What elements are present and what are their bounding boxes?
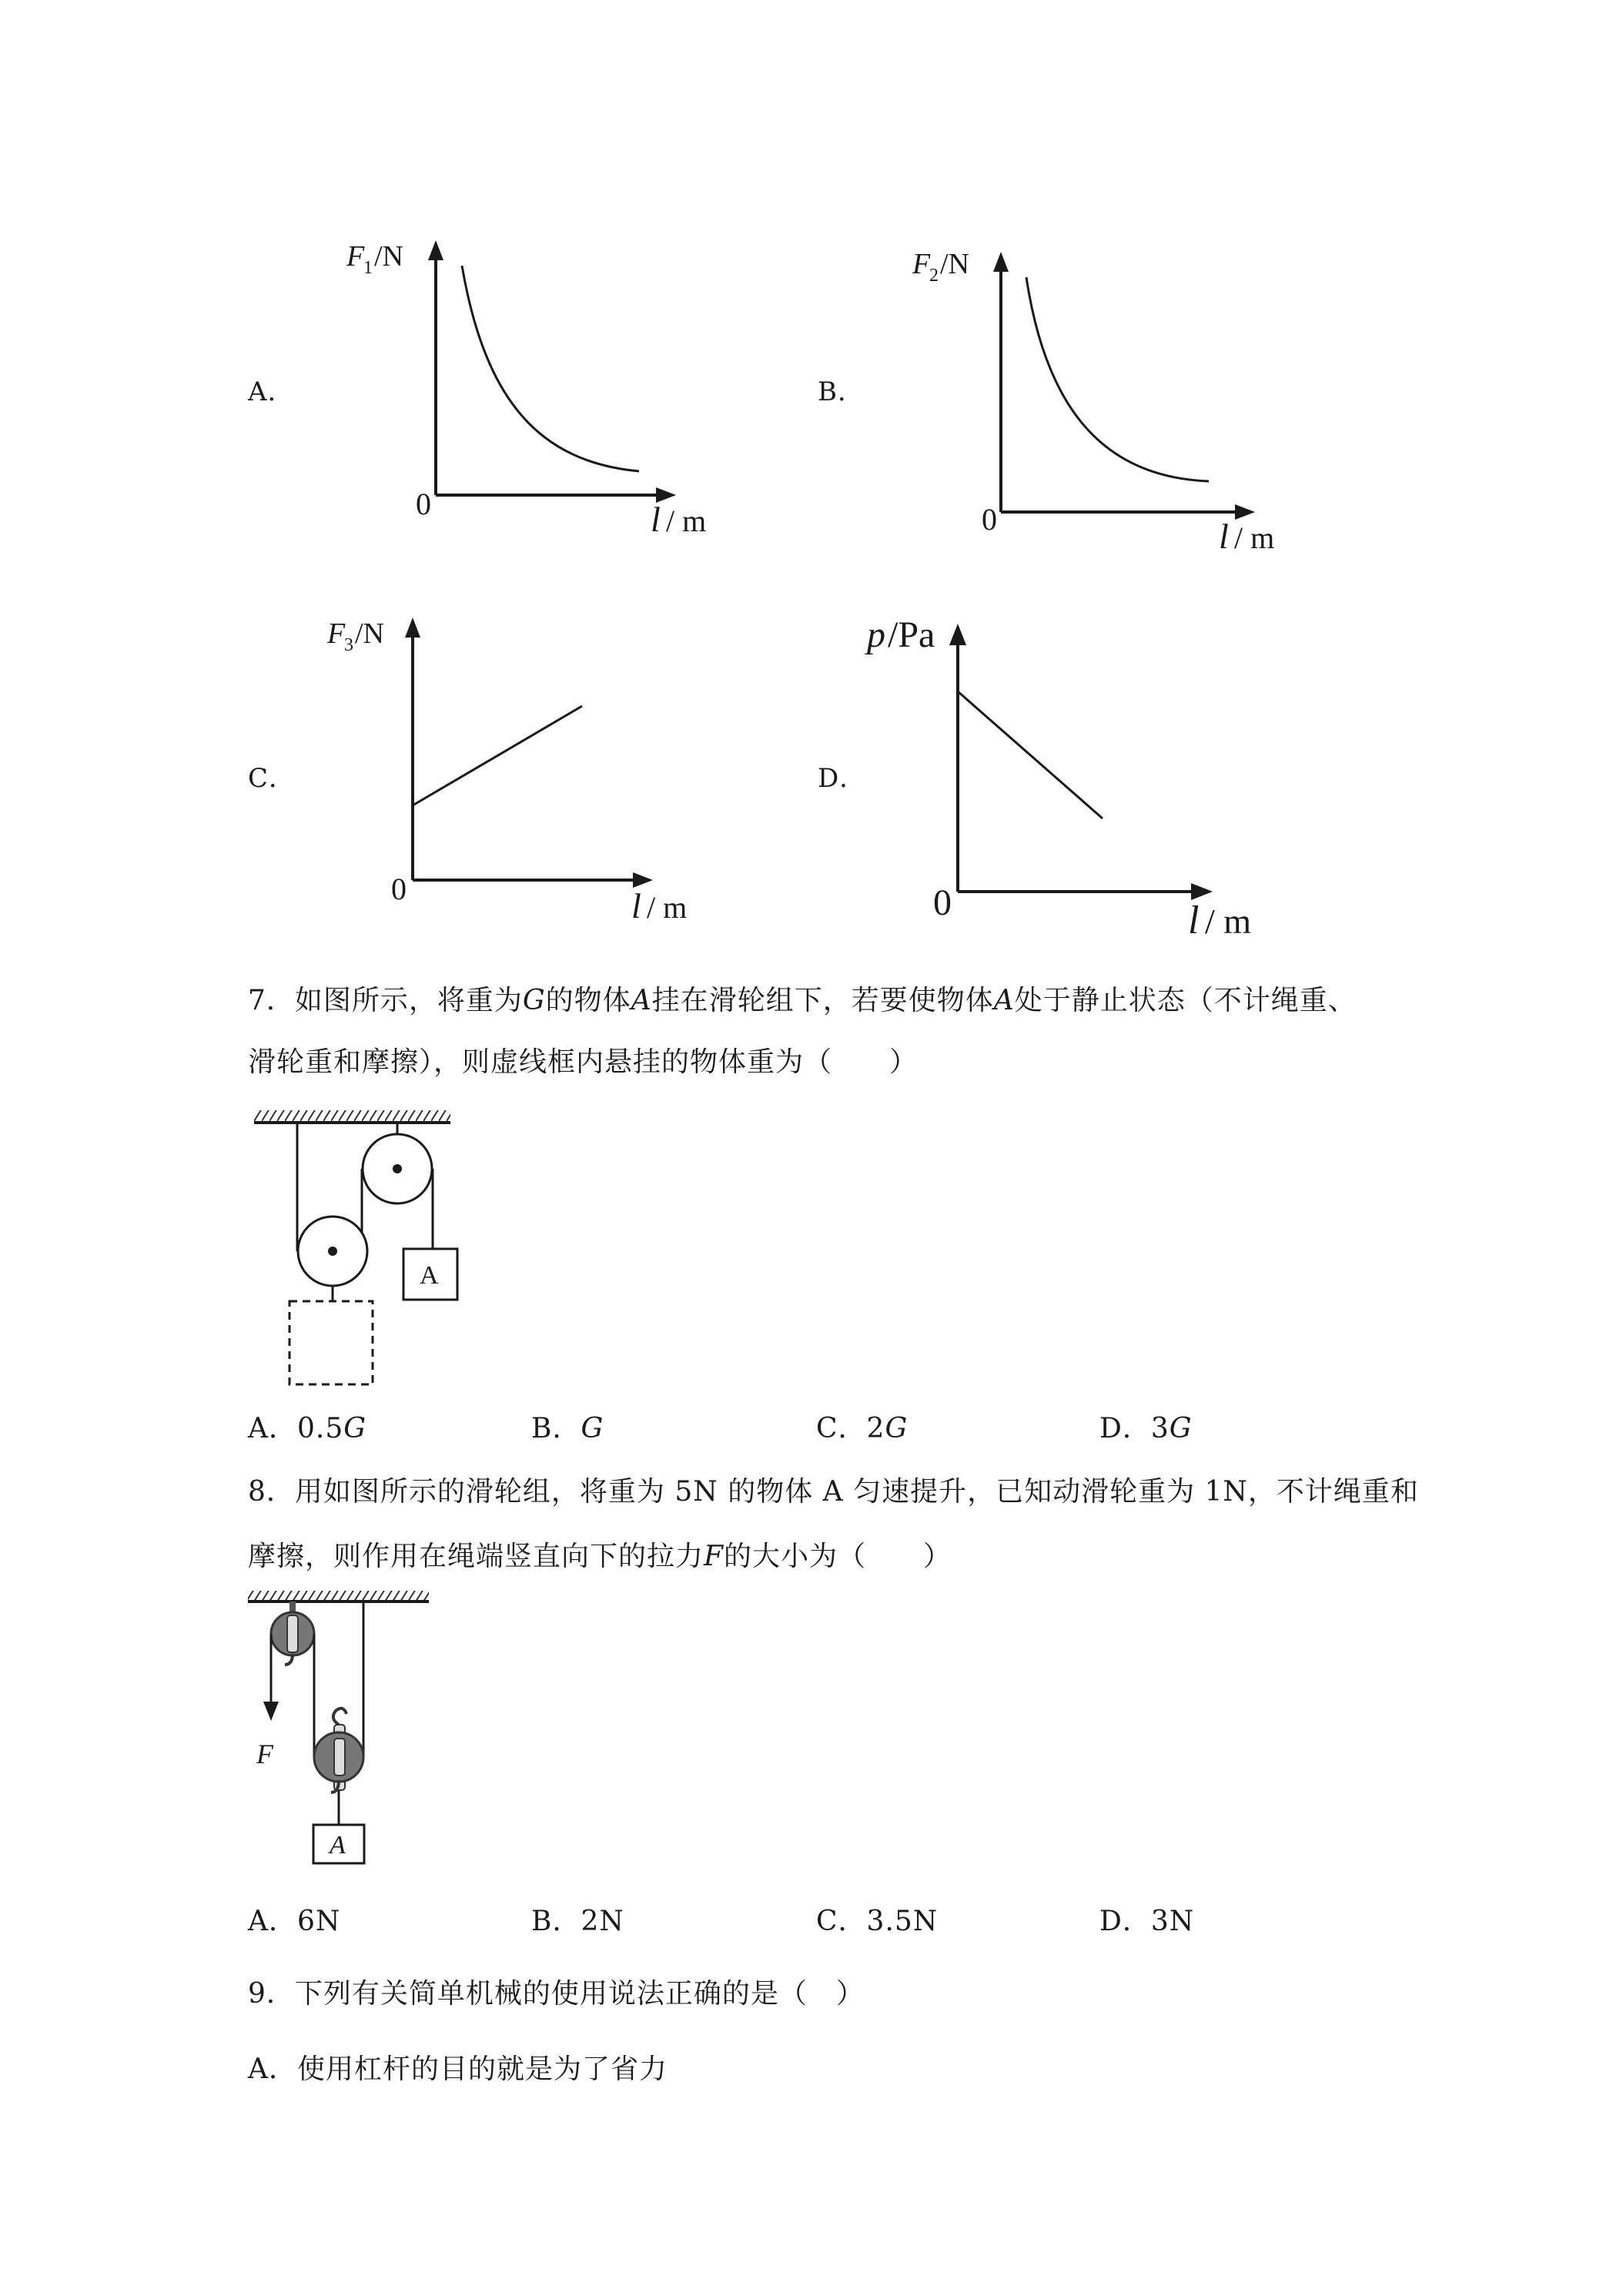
q8-option-c-value: 3.5N bbox=[866, 1906, 939, 1937]
q7-option-c-var: G bbox=[885, 1413, 909, 1444]
graph-option-c-label: C． bbox=[248, 763, 296, 794]
q7-option-d-num: 3 bbox=[1150, 1413, 1170, 1444]
graph-a-xlabel-unit: / m bbox=[666, 504, 707, 538]
q8-option-c[interactable] bbox=[816, 1908, 938, 1936]
q8-stem-line1: 8．用如图所示的滑轮组，将重为 5N 的物体 A 匀速提升，已知动滑轮重为 1N，不计绳重和 bbox=[248, 1476, 1419, 1508]
graph-a-ylabel-sub: 1 bbox=[363, 258, 373, 278]
q7-var-g: G bbox=[522, 985, 546, 1016]
q7-option-c-label: C． bbox=[816, 1413, 867, 1444]
q7-option-b-label: B． bbox=[531, 1413, 581, 1444]
q8-option-b[interactable] bbox=[531, 1908, 624, 1936]
q7-option-a-var: G bbox=[343, 1413, 367, 1444]
q7-text: 的物体 bbox=[545, 985, 631, 1016]
graph-a-origin: 0 bbox=[416, 487, 431, 521]
graph-b-xlabel-unit: / m bbox=[1234, 520, 1275, 555]
q8-option-d-value: 3N bbox=[1150, 1906, 1195, 1937]
q8-option-d[interactable] bbox=[1099, 1908, 1194, 1936]
graph-b-ylabel-unit: /N bbox=[940, 248, 969, 280]
q7-var-a: A bbox=[631, 985, 652, 1016]
graph-a-ylabel-var: F bbox=[346, 240, 365, 273]
graph-option-b-label: B． bbox=[818, 377, 865, 407]
graph-option-a-label: A． bbox=[248, 377, 295, 407]
q8-movable-pulley-inner bbox=[334, 1739, 345, 1776]
graph-b-origin: 0 bbox=[982, 502, 997, 537]
graph-c-ylabel-var: F bbox=[327, 618, 346, 650]
graph-d-ylabel-var: p bbox=[867, 614, 885, 655]
q8-ceiling-hatch bbox=[248, 1591, 429, 1600]
graph-c-origin: 0 bbox=[391, 872, 407, 906]
graph-a-ylabel-unit: /N bbox=[374, 240, 403, 273]
q7-stem-line2: 滑轮重和摩擦），则虚线框内悬挂的物体重为（ ） bbox=[248, 1046, 919, 1078]
q9-stem: 9．下列有关简单机械的使用说法正确的是（ ） bbox=[248, 1978, 865, 2010]
q7-option-a-label: A． bbox=[248, 1413, 297, 1444]
graph-b-xlabel-var: l bbox=[1219, 517, 1229, 556]
graph-c-ylabel-unit: /N bbox=[355, 618, 384, 650]
graph-d-xlabel-unit: / m bbox=[1205, 902, 1252, 941]
graph-option-d-label: D． bbox=[818, 763, 867, 794]
q8-option-a[interactable] bbox=[248, 1908, 340, 1936]
q8-text: 摩擦，则作用在绳端竖直向下的拉力 bbox=[248, 1541, 704, 1572]
q9-option-a[interactable]: A．使用杠杆的目的就是为了省力 bbox=[248, 2053, 668, 2085]
q7-text: 挂在滑轮组下，若要使物体 bbox=[651, 985, 994, 1016]
q7-var-a: A bbox=[993, 985, 1015, 1016]
q8-option-d-label: D． bbox=[1099, 1906, 1151, 1937]
graph-c-ylabel-sub: 3 bbox=[344, 635, 353, 655]
q8-option-b-value: 2N bbox=[581, 1906, 624, 1937]
graph-b-ylabel-sub: 2 bbox=[929, 266, 939, 286]
graph-d-origin: 0 bbox=[933, 882, 952, 923]
graph-a-xlabel-var: l bbox=[651, 500, 661, 539]
q8-option-a-value: 6N bbox=[297, 1906, 341, 1937]
q8-movable-top-hook bbox=[333, 1709, 346, 1725]
q7-text: 处于静止状态（不计绳重、 bbox=[1014, 985, 1357, 1016]
q8-force-arrow bbox=[263, 1702, 279, 1721]
q8-var-f: F bbox=[704, 1541, 724, 1572]
q7-option-b-var: G bbox=[581, 1413, 604, 1444]
q8-force-label: F bbox=[256, 1739, 273, 1769]
q8-block-a-label: A bbox=[330, 1831, 346, 1859]
q8-option-b-label: B． bbox=[531, 1906, 581, 1937]
q8-option-c-label: C． bbox=[816, 1906, 867, 1937]
q7-text: 7．如图所示，将重为 bbox=[248, 985, 523, 1016]
graph-b-ylabel-var: F bbox=[912, 248, 931, 280]
q7-option-d-var: G bbox=[1169, 1413, 1193, 1444]
graph-d-xlabel-var: l bbox=[1188, 899, 1200, 942]
q7-option-d-label: D． bbox=[1099, 1413, 1151, 1444]
graph-c-xlabel-unit: / m bbox=[647, 890, 688, 925]
q8-text: 的大小为（ ） bbox=[724, 1541, 952, 1572]
q7-option-a-num: 0.5 bbox=[297, 1413, 344, 1444]
q8-fixed-pulley-frame bbox=[287, 1615, 298, 1652]
graph-c-xlabel-var: l bbox=[631, 886, 641, 925]
graph-d-ylabel-unit: /Pa bbox=[888, 614, 935, 655]
q8-option-a-label: A． bbox=[248, 1906, 297, 1937]
q7-option-c-num: 2 bbox=[866, 1413, 885, 1444]
q7-block-a-label: A bbox=[420, 1261, 439, 1290]
